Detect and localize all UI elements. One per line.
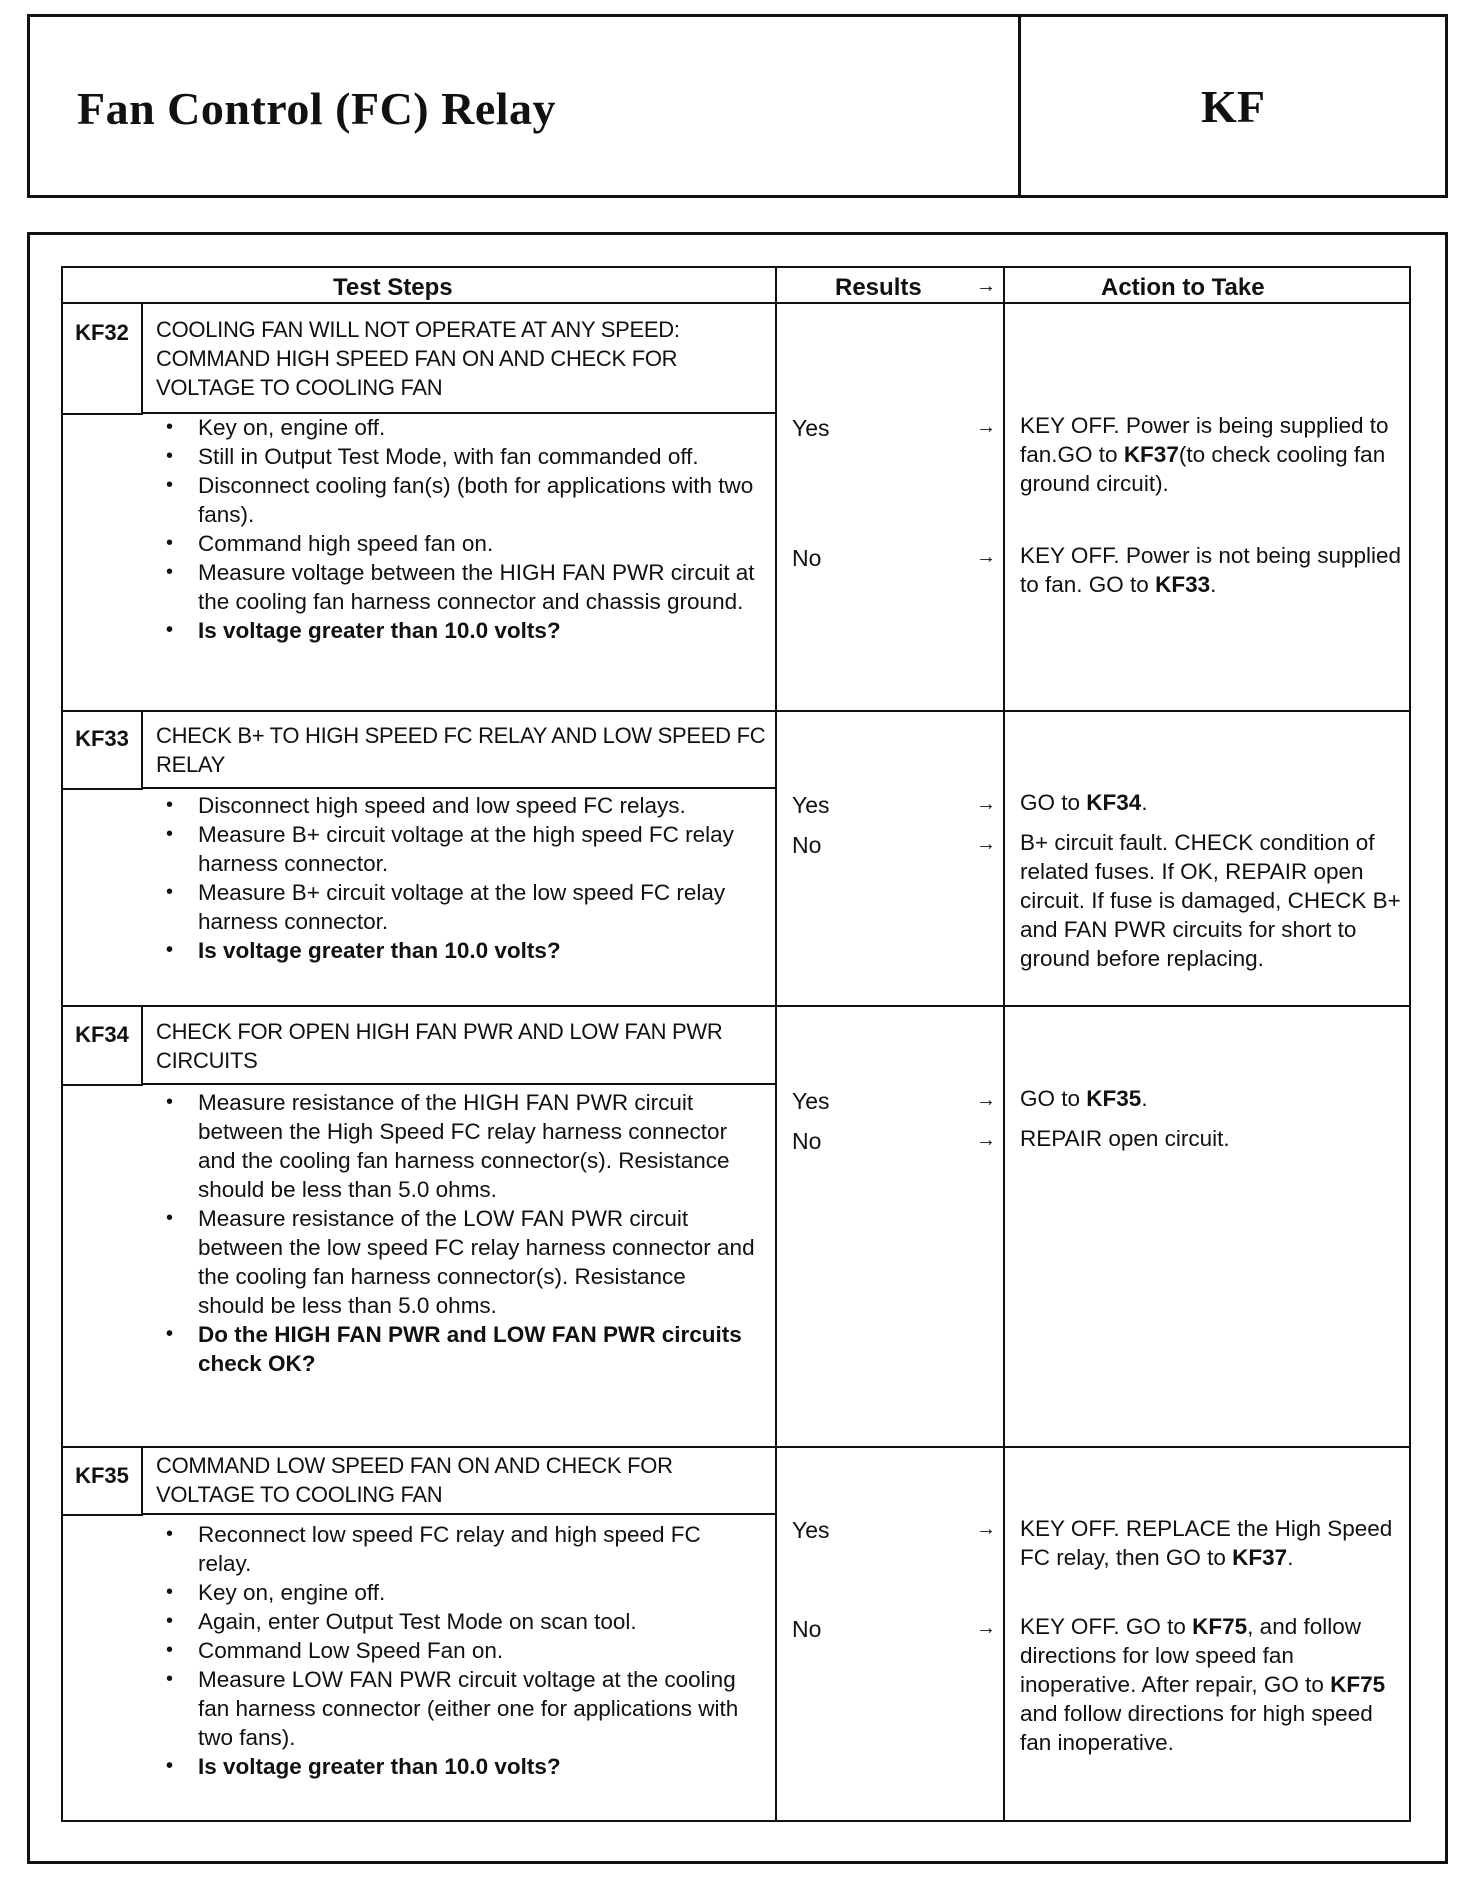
result-no: No — [792, 832, 822, 858]
action-yes: KEY OFF. REPLACE the High Speed FC relay, then GO to KF37. — [1020, 1516, 1393, 1570]
title-underline — [61, 413, 143, 415]
step-title: COOLING FAN WILL NOT OPERATE AT ANY SPEED: COMMAND HIGH SPEED FAN ON AND CHECK FOR VOLTAGE TO COOLING FAN — [156, 317, 680, 400]
step-question: • Is voltage greater than 10.0 volts? — [166, 936, 756, 965]
step-item: • Measure voltage between the HIGH FAN PWR circuit at the cooling fan harness connector and chassis ground. — [166, 558, 756, 616]
code-cell-divider — [141, 302, 143, 413]
step-item: • Command high speed fan on. — [166, 529, 756, 558]
step-item: • Disconnect cooling fan(s) (both for applications with two fans). — [166, 471, 756, 529]
action-no: B+ circuit fault. CHECK condition of related fuses. If OK, REPAIR open circuit. If fuse is damaged, CHECK B+ and FAN PWR circuits for short to ground before replacing. — [1020, 830, 1401, 971]
action-yes: KEY OFF. Power is being supplied to fan.GO to KF37(to check cooling fan ground circuit). — [1020, 413, 1389, 496]
column-header-test-steps: Test Steps — [333, 274, 453, 301]
code-cell-divider — [141, 1005, 143, 1084]
arrow-icon: → — [976, 793, 996, 815]
arrow-icon: → — [976, 416, 996, 438]
arrow-icon: → — [976, 1518, 996, 1540]
col-divider-results — [775, 266, 777, 1822]
result-yes: Yes — [792, 1517, 830, 1543]
step-item: • Measure resistance of the HIGH FAN PWR circuit between the High Speed FC relay harness connector and the cooling fan harness connector(s). Resistance should be less than 5.0 ohms. — [166, 1088, 756, 1204]
result-no: No — [792, 545, 822, 571]
result-yes: Yes — [792, 792, 830, 818]
row-separator — [61, 710, 1411, 712]
action-no: REPAIR open circuit. — [1020, 1126, 1230, 1151]
step-list — [166, 1520, 756, 1781]
result-no: No — [792, 1616, 822, 1642]
title-underline — [141, 787, 775, 789]
title-underline — [61, 788, 143, 790]
step-code: KF35 — [75, 1463, 129, 1488]
step-item: • Still in Output Test Mode, with fan commanded off. — [166, 442, 756, 471]
action-yes: GO to KF35. — [1020, 1086, 1148, 1111]
arrow-icon: → — [976, 275, 996, 297]
section-code: KF — [1201, 81, 1265, 132]
row-separator — [61, 1005, 1411, 1007]
step-title: CHECK FOR OPEN HIGH FAN PWR AND LOW FAN PWR CIRCUITS — [156, 1019, 723, 1073]
step-code: KF33 — [75, 726, 129, 751]
step-question: • Is voltage greater than 10.0 volts? — [166, 1752, 756, 1781]
code-cell-divider — [141, 710, 143, 788]
step-item: • Key on, engine off. — [166, 1578, 756, 1607]
step-title: COMMAND LOW SPEED FAN ON AND CHECK FOR VOLTAGE TO COOLING FAN — [156, 1453, 673, 1507]
step-item: • Disconnect high speed and low speed FC relays. — [166, 791, 756, 820]
step-list — [166, 413, 756, 645]
step-question: • Do the HIGH FAN PWR and LOW FAN PWR circuits check OK? — [166, 1320, 756, 1378]
action-no: KEY OFF. Power is not being supplied to fan. GO to KF33. — [1020, 543, 1402, 597]
step-code: KF32 — [75, 320, 129, 345]
code-cell-divider — [141, 1446, 143, 1514]
step-title: CHECK B+ TO HIGH SPEED FC RELAY AND LOW SPEED FC RELAY — [156, 723, 766, 777]
arrow-icon: → — [976, 546, 996, 568]
arrow-icon: → — [976, 833, 996, 855]
step-item: • Measure resistance of the LOW FAN PWR circuit between the low speed FC relay harness connector and the cooling fan harness connector(s). Resistance should be less than 5.0 ohms. — [166, 1204, 756, 1320]
column-header-results: Results — [835, 274, 922, 301]
step-item: • Measure LOW FAN PWR circuit voltage at the cooling fan harness connector (either one for applications with two fans). — [166, 1665, 756, 1752]
step-list — [166, 1088, 756, 1378]
arrow-icon: → — [976, 1129, 996, 1151]
step-question: • Is voltage greater than 10.0 volts? — [166, 616, 756, 645]
page-title: Fan Control (FC) Relay — [77, 83, 557, 134]
step-list — [166, 791, 756, 965]
step-code: KF34 — [75, 1022, 129, 1047]
title-underline — [141, 1083, 775, 1085]
header-row-line — [61, 302, 1411, 304]
result-yes: Yes — [792, 415, 830, 441]
title-underline — [61, 1514, 143, 1516]
column-header-action: Action to Take — [1101, 274, 1265, 301]
step-item: • Measure B+ circuit voltage at the high speed FC relay harness connector. — [166, 820, 756, 878]
step-item: • Key on, engine off. — [166, 413, 756, 442]
step-item: • Again, enter Output Test Mode on scan tool. — [166, 1607, 756, 1636]
arrow-icon: → — [976, 1617, 996, 1639]
arrow-icon: → — [976, 1089, 996, 1111]
row-separator — [61, 1446, 1411, 1448]
title-underline — [61, 1084, 143, 1086]
step-item: • Measure B+ circuit voltage at the low speed FC relay harness connector. — [166, 878, 756, 936]
result-no: No — [792, 1128, 822, 1154]
title-underline — [141, 1513, 775, 1515]
action-no: KEY OFF. GO to KF75, and follow directions for low speed fan inoperative. After repair, GO to KF75 and follow directions for high speed fan inoperative. — [1020, 1614, 1386, 1755]
col-divider-action — [1003, 266, 1005, 1822]
result-yes: Yes — [792, 1088, 830, 1114]
action-yes: GO to KF34. — [1020, 790, 1148, 815]
step-item: • Command Low Speed Fan on. — [166, 1636, 756, 1665]
step-item: • Reconnect low speed FC relay and high speed FC relay. — [166, 1520, 756, 1578]
